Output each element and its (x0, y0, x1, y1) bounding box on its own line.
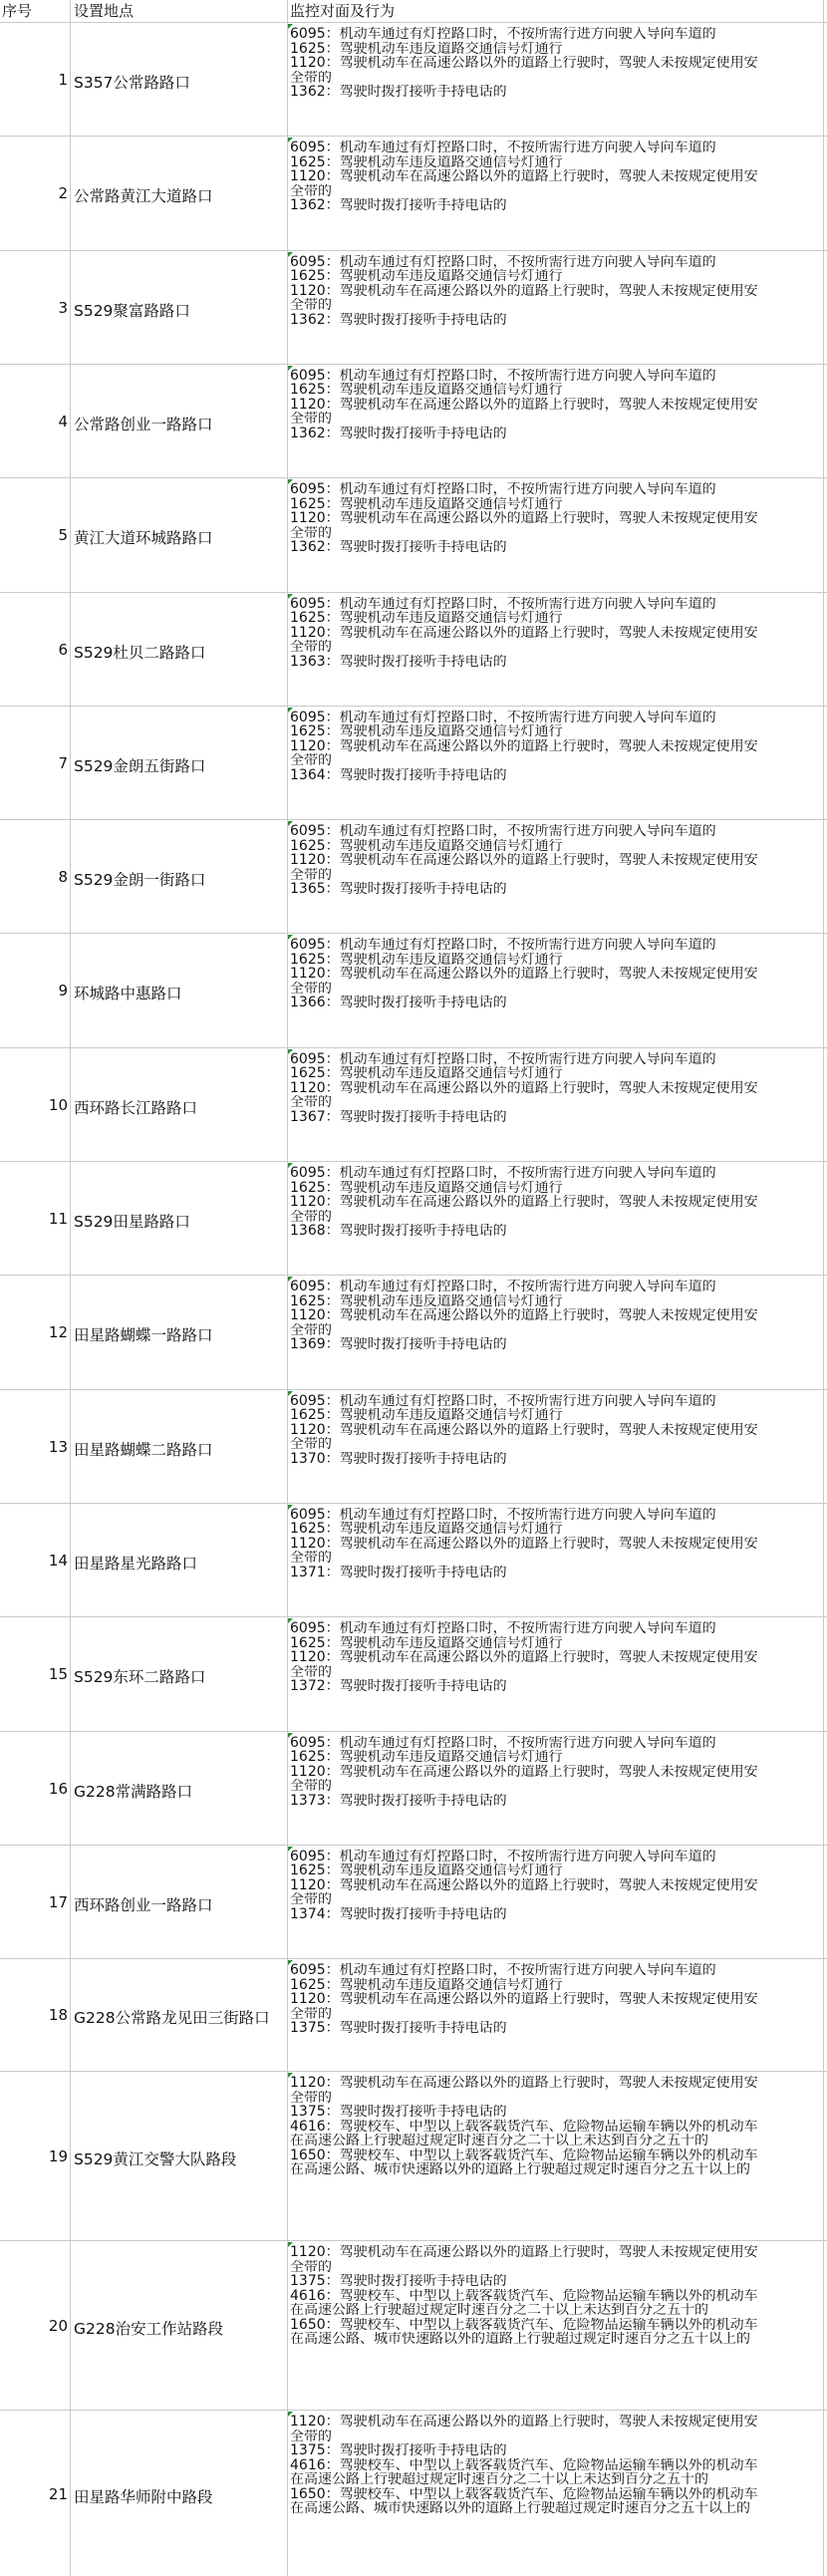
row-seq: 6 (58, 640, 68, 659)
row-behavior (290, 141, 823, 213)
row-behavior (290, 2245, 823, 2347)
behavior-line: 1375：驾驶时拨打接听手持电话的 (290, 2021, 507, 2036)
row-behavior (290, 1736, 823, 1809)
behavior-line: 1375：驾驶时拨打接听手持电话的 (290, 2105, 507, 2120)
behavior-line: 1625：驾驶机动车违反道路交通信号灯通行 (290, 154, 563, 170)
row-seq: 19 (48, 2147, 68, 2165)
behavior-line: 1650：驾驶校车、中型以上载客载货汽车、危险物品运输车辆以外的机动车 (290, 2147, 758, 2162)
behavior-line: 1362：驾驶时拨打接听手持电话的 (290, 312, 507, 328)
row-seq: 2 (58, 184, 68, 203)
behavior-line: 在高速公路、城市快速路以外的道路上行驶超过规定时速百分之五十以上的 (290, 2501, 750, 2516)
column-divider-right (823, 0, 824, 2576)
table-row (0, 250, 827, 364)
row-seq: 13 (48, 1437, 68, 1456)
behavior-line: 6095：机动车通过有灯控路口时，不按所需行进方向驶入导向车道的 (290, 1166, 716, 1181)
behavior-line: 1120：驾驶机动车在高速公路以外的道路上行驶时，驾驶人未按规定使用安 (290, 283, 758, 299)
behavior-line: 1120：驾驶机动车在高速公路以外的道路上行驶时，驾驶人未按规定使用安 (290, 2245, 758, 2260)
row-location: 公常路创业一路路口 (74, 415, 213, 433)
row-seq: 10 (48, 1095, 68, 1114)
behavior-line: 1120：驾驶机动车在高速公路以外的道路上行驶时，驾驶人未按规定使用安 (290, 1080, 758, 1096)
behavior-line: 1625：驾驶机动车违反道路交通信号灯通行 (290, 1408, 563, 1423)
row-seq: 8 (58, 868, 68, 887)
behavior-line: 1368：驾驶时拨打接听手持电话的 (290, 1224, 507, 1239)
behavior-line: 1120：驾驶机动车在高速公路以外的道路上行驶时，驾驶人未按规定使用安 (290, 511, 758, 526)
behavior-line: 1120：驾驶机动车在高速公路以外的道路上行驶时，驾驶人未按规定使用安 (290, 853, 758, 868)
behavior-line: 全带的 (290, 1437, 332, 1452)
row-seq: 1 (58, 71, 68, 89)
row-location: 黄江大道环城路路口 (74, 529, 213, 548)
behavior-line: 1364：驾驶时拨打接听手持电话的 (290, 767, 507, 783)
table-row (0, 136, 827, 249)
row-behavior (290, 938, 823, 1010)
behavior-line: 1625：驾驶机动车违反道路交通信号灯通行 (290, 838, 563, 854)
table-row (0, 1389, 827, 1503)
row-seq: 11 (48, 1210, 68, 1228)
header-seq: 序号 (2, 2, 33, 20)
behavior-line: 1650：驾驶校车、中型以上载客载货汽车、危险物品运输车辆以外的机动车 (290, 2486, 758, 2501)
row-seq: 9 (58, 982, 68, 1001)
behavior-line: 1625：驾驶机动车违反道路交通信号灯通行 (290, 1066, 563, 1081)
behavior-line: 1362：驾驶时拨打接听手持电话的 (290, 540, 507, 555)
row-location: S529东环二路路口 (74, 1668, 206, 1687)
behavior-line: 6095：机动车通过有灯控路口时，不按所需行进方向驶入导向车道的 (290, 710, 716, 725)
behavior-line: 1362：驾驶时拨打接听手持电话的 (290, 198, 507, 213)
behavior-line: 6095：机动车通过有灯控路口时，不按所需行进方向驶入导向车道的 (290, 482, 716, 497)
table-row (0, 1958, 827, 2071)
behavior-line: 全带的 (290, 1779, 332, 1794)
row-location: G228常满路路口 (74, 1782, 193, 1801)
row-seq: 3 (58, 298, 68, 317)
behavior-line: 在高速公路上行驶超过规定时速百分之二十以上未达到百分之五十的 (290, 2472, 708, 2487)
row-location: 田星路星光路路口 (74, 1554, 198, 1573)
behavior-line: 6095：机动车通过有灯控路口时，不按所需行进方向驶入导向车道的 (290, 1849, 716, 1864)
behavior-line: 全带的 (290, 1209, 332, 1224)
row-location: 环城路中惠路口 (74, 985, 182, 1003)
row-seq: 18 (48, 2006, 68, 2025)
behavior-line: 1120：驾驶机动车在高速公路以外的道路上行驶时，驾驶人未按规定使用安 (290, 1650, 758, 1665)
behavior-line: 1362：驾驶时拨打接听手持电话的 (290, 85, 507, 100)
row-behavior (290, 2076, 823, 2177)
behavior-line: 1625：驾驶机动车违反道路交通信号灯通行 (290, 952, 563, 968)
behavior-line: 6095：机动车通过有灯控路口时，不按所需行进方向驶入导向车道的 (290, 27, 716, 42)
row-behavior (290, 2415, 823, 2516)
header-behavior: 监控对面及行为 (290, 2, 396, 20)
row-behavior (290, 255, 823, 328)
behavior-line: 1120：驾驶机动车在高速公路以外的道路上行驶时，驾驶人未按规定使用安 (290, 967, 758, 982)
behavior-line: 1373：驾驶时拨打接听手持电话的 (290, 1793, 507, 1808)
row-seq: 15 (48, 1665, 68, 1684)
row-location: 西环路长江路路口 (74, 1098, 198, 1117)
behavior-line: 1625：驾驶机动车违反道路交通信号灯通行 (290, 383, 563, 398)
row-behavior (290, 1280, 823, 1352)
behavior-line: 全带的 (290, 1664, 332, 1680)
behavior-line: 6095：机动车通过有灯控路口时，不按所需行进方向驶入导向车道的 (290, 1621, 716, 1636)
row-location: S529金朗一街路口 (74, 871, 206, 890)
behavior-line: 1120：驾驶机动车在高速公路以外的道路上行驶时，驾驶人未按规定使用安 (290, 2076, 758, 2091)
behavior-line: 1650：驾驶校车、中型以上载客载货汽车、危险物品运输车辆以外的机动车 (290, 2317, 758, 2332)
row-behavior (290, 597, 823, 670)
behavior-line: 6095：机动车通过有灯控路口时，不按所需行进方向驶入导向车道的 (290, 141, 716, 155)
table-row (0, 1047, 827, 1161)
behavior-line: 1120：驾驶机动车在高速公路以外的道路上行驶时，驾驶人未按规定使用安 (290, 1877, 758, 1893)
behavior-line: 1625：驾驶机动车违反道路交通信号灯通行 (290, 1863, 563, 1878)
row-behavior (290, 1166, 823, 1239)
table-row (0, 477, 827, 591)
row-behavior (290, 1850, 823, 1922)
behavior-line: 1366：驾驶时拨打接听手持电话的 (290, 996, 507, 1010)
behavior-line: 1120：驾驶机动车在高速公路以外的道路上行驶时，驾驶人未按规定使用安 (290, 625, 758, 640)
behavior-line: 1625：驾驶机动车违反道路交通信号灯通行 (290, 724, 563, 739)
behavior-line: 6095：机动车通过有灯控路口时，不按所需行进方向驶入导向车道的 (290, 1963, 716, 1978)
behavior-line: 1120：驾驶机动车在高速公路以外的道路上行驶时，驾驶人未按规定使用安 (290, 2415, 758, 2430)
behavior-line: 6095：机动车通过有灯控路口时，不按所需行进方向驶入导向车道的 (290, 368, 716, 384)
table-row (0, 364, 827, 477)
row-behavior (290, 1963, 823, 2036)
behavior-line: 1120：驾驶机动车在高速公路以外的道路上行驶时，驾驶人未按规定使用安 (290, 1422, 758, 1438)
behavior-line: 1120：驾驶机动车在高速公路以外的道路上行驶时，驾驶人未按规定使用安 (290, 738, 758, 754)
behavior-line: 1120：驾驶机动车在高速公路以外的道路上行驶时，驾驶人未按规定使用安 (290, 1992, 758, 2007)
behavior-line: 1369：驾驶时拨打接听手持电话的 (290, 1337, 507, 1352)
behavior-line: 全带的 (290, 1322, 332, 1338)
row-location: S529黄江交警大队路段 (74, 2150, 237, 2168)
behavior-line: 1625：驾驶机动车违反道路交通信号灯通行 (290, 1522, 563, 1537)
behavior-line: 1625：驾驶机动车违反道路交通信号灯通行 (290, 496, 563, 512)
table-row (0, 1503, 827, 1616)
behavior-line: 6095：机动车通过有灯控路口时，不按所需行进方向驶入导向车道的 (290, 1051, 716, 1067)
table-row (0, 22, 827, 136)
behavior-line: 1362：驾驶时拨打接听手持电话的 (290, 426, 507, 441)
behavior-line: 1625：驾驶机动车违反道路交通信号灯通行 (290, 1293, 563, 1309)
behavior-line: 1625：驾驶机动车违反道路交通信号灯通行 (290, 41, 563, 56)
row-seq: 20 (48, 2317, 68, 2335)
behavior-line: 6095：机动车通过有灯控路口时，不按所需行进方向驶入导向车道的 (290, 254, 716, 270)
row-behavior (290, 1394, 823, 1467)
row-behavior (290, 27, 823, 100)
row-behavior (290, 1621, 823, 1694)
behavior-line: 1120：驾驶机动车在高速公路以外的道路上行驶时，驾驶人未按规定使用安 (290, 169, 758, 184)
table-row (0, 819, 827, 933)
column-divider-seq (70, 0, 71, 2576)
behavior-line: 全带的 (290, 981, 332, 997)
row-seq: 21 (48, 2485, 68, 2503)
row-location: S529金朗五街路口 (74, 756, 206, 775)
behavior-line: 全带的 (290, 183, 332, 199)
row-location: G228公常路龙见田三街路口 (74, 2009, 270, 2028)
row-location: S529聚富路路口 (74, 301, 190, 320)
behavior-line: 4616：驾驶校车、中型以上载客载货汽车、危险物品运输车辆以外的机动车 (290, 2457, 758, 2472)
row-location: 田星路华师附中路段 (74, 2488, 213, 2506)
table-row (0, 1845, 827, 1958)
row-seq: 16 (48, 1779, 68, 1798)
behavior-line: 1365：驾驶时拨打接听手持电话的 (290, 882, 507, 897)
behavior-line: 全带的 (290, 867, 332, 883)
table-row (0, 1731, 827, 1845)
row-behavior (290, 369, 823, 441)
behavior-line: 6095：机动车通过有灯控路口时，不按所需行进方向驶入导向车道的 (290, 938, 716, 953)
behavior-line: 6095：机动车通过有灯控路口时，不按所需行进方向驶入导向车道的 (290, 1507, 716, 1523)
row-behavior (290, 711, 823, 783)
behavior-line: 6095：机动车通过有灯控路口时，不按所需行进方向驶入导向车道的 (290, 824, 716, 839)
behavior-line: 1120：驾驶机动车在高速公路以外的道路上行驶时，驾驶人未按规定使用安 (290, 56, 758, 71)
table-row (0, 592, 827, 706)
behavior-line: 1374：驾驶时拨打接听手持电话的 (290, 1906, 507, 1922)
behavior-line: 1625：驾驶机动车违反道路交通信号灯通行 (290, 1977, 563, 1993)
behavior-line: 1370：驾驶时拨打接听手持电话的 (290, 1451, 507, 1467)
row-location: S529杜贝二路路口 (74, 643, 206, 662)
row-seq: 7 (58, 753, 68, 772)
behavior-line: 6095：机动车通过有灯控路口时，不按所需行进方向驶入导向车道的 (290, 1280, 716, 1294)
behavior-line: 全带的 (290, 1892, 332, 1907)
behavior-line: 1120：驾驶机动车在高速公路以外的道路上行驶时，驾驶人未按规定使用安 (290, 1536, 758, 1552)
row-location: G228治安工作站路段 (74, 2320, 224, 2338)
table-row (0, 706, 827, 819)
behavior-line: 1625：驾驶机动车违反道路交通信号灯通行 (290, 1750, 563, 1765)
behavior-line: 全带的 (290, 2090, 332, 2105)
row-behavior (290, 1508, 823, 1580)
table-row (0, 2071, 827, 2240)
behavior-line: 全带的 (290, 753, 332, 768)
row-seq: 5 (58, 526, 68, 545)
row-seq: 17 (48, 1892, 68, 1911)
behavior-line: 全带的 (290, 2259, 332, 2274)
table-row (0, 933, 827, 1046)
behavior-line: 全带的 (290, 2429, 332, 2443)
row-behavior (290, 1052, 823, 1125)
behavior-line: 在高速公路、城市快速路以外的道路上行驶超过规定时速百分之五十以上的 (290, 2332, 750, 2347)
behavior-line: 1375：驾驶时拨打接听手持电话的 (290, 2274, 507, 2289)
column-divider-location (287, 0, 288, 2576)
behavior-line: 4616：驾驶校车、中型以上载客载货汽车、危险物品运输车辆以外的机动车 (290, 2288, 758, 2303)
row-location: 西环路创业一路路口 (74, 1895, 213, 1914)
behavior-line: 1625：驾驶机动车违反道路交通信号灯通行 (290, 1180, 563, 1195)
table-row (0, 1161, 827, 1275)
row-location: 田星路蝴蝶一路路口 (74, 1326, 213, 1345)
row-seq: 12 (48, 1323, 68, 1342)
behavior-line: 全带的 (290, 298, 332, 313)
behavior-line: 1120：驾驶机动车在高速公路以外的道路上行驶时，驾驶人未按规定使用安 (290, 1308, 758, 1323)
behavior-line: 1363：驾驶时拨打接听手持电话的 (290, 654, 507, 669)
table-row (0, 1275, 827, 1388)
behavior-line: 4616：驾驶校车、中型以上载客载货汽车、危险物品运输车辆以外的机动车 (290, 2119, 758, 2134)
behavior-line: 6095：机动车通过有灯控路口时，不按所需行进方向驶入导向车道的 (290, 596, 716, 611)
behavior-line: 1367：驾驶时拨打接听手持电话的 (290, 1109, 507, 1125)
table-row (0, 2410, 827, 2576)
behavior-line: 全带的 (290, 70, 332, 85)
behavior-line: 1375：驾驶时拨打接听手持电话的 (290, 2443, 507, 2458)
behavior-line: 全带的 (290, 2006, 332, 2022)
behavior-line: 6095：机动车通过有灯控路口时，不按所需行进方向驶入导向车道的 (290, 1735, 716, 1750)
behavior-line: 1371：驾驶时拨打接听手持电话的 (290, 1565, 507, 1580)
behavior-line: 1120：驾驶机动车在高速公路以外的道路上行驶时，驾驶人未按规定使用安 (290, 1195, 758, 1210)
row-location: S357公常路路口 (74, 74, 190, 92)
table-row (0, 1616, 827, 1730)
behavior-line: 1372：驾驶时拨打接听手持电话的 (290, 1679, 507, 1694)
row-behavior (290, 824, 823, 897)
behavior-line: 全带的 (290, 1551, 332, 1566)
behavior-line: 1625：驾驶机动车违反道路交通信号灯通行 (290, 611, 563, 626)
behavior-line: 全带的 (290, 525, 332, 541)
behavior-line: 1120：驾驶机动车在高速公路以外的道路上行驶时，驾驶人未按规定使用安 (290, 1764, 758, 1779)
row-seq: 14 (48, 1551, 68, 1570)
behavior-line: 1625：驾驶机动车违反道路交通信号灯通行 (290, 1635, 563, 1651)
row-behavior (290, 482, 823, 555)
row-location: 公常路黄江大道路口 (74, 187, 213, 206)
behavior-line: 全带的 (290, 1095, 332, 1110)
row-location: S529田星路路口 (74, 1213, 190, 1231)
header-location: 设置地点 (74, 2, 135, 20)
behavior-line: 全带的 (290, 412, 332, 427)
row-seq: 4 (58, 412, 68, 430)
row-location: 田星路蝴蝶二路路口 (74, 1440, 213, 1459)
behavior-line: 在高速公路、城市快速路以外的道路上行驶超过规定时速百分之五十以上的 (290, 2162, 750, 2177)
behavior-line: 1625：驾驶机动车违反道路交通信号灯通行 (290, 269, 563, 284)
behavior-line: 1120：驾驶机动车在高速公路以外的道路上行驶时，驾驶人未按规定使用安 (290, 397, 758, 413)
behavior-line: 在高速公路上行驶超过规定时速百分之二十以上未达到百分之五十的 (290, 2134, 708, 2148)
table-row (0, 2240, 827, 2410)
behavior-line: 全带的 (290, 640, 332, 655)
behavior-line: 6095：机动车通过有灯控路口时，不按所需行进方向驶入导向车道的 (290, 1393, 716, 1409)
behavior-line: 在高速公路上行驶超过规定时速百分之二十以上未达到百分之五十的 (290, 2303, 708, 2318)
